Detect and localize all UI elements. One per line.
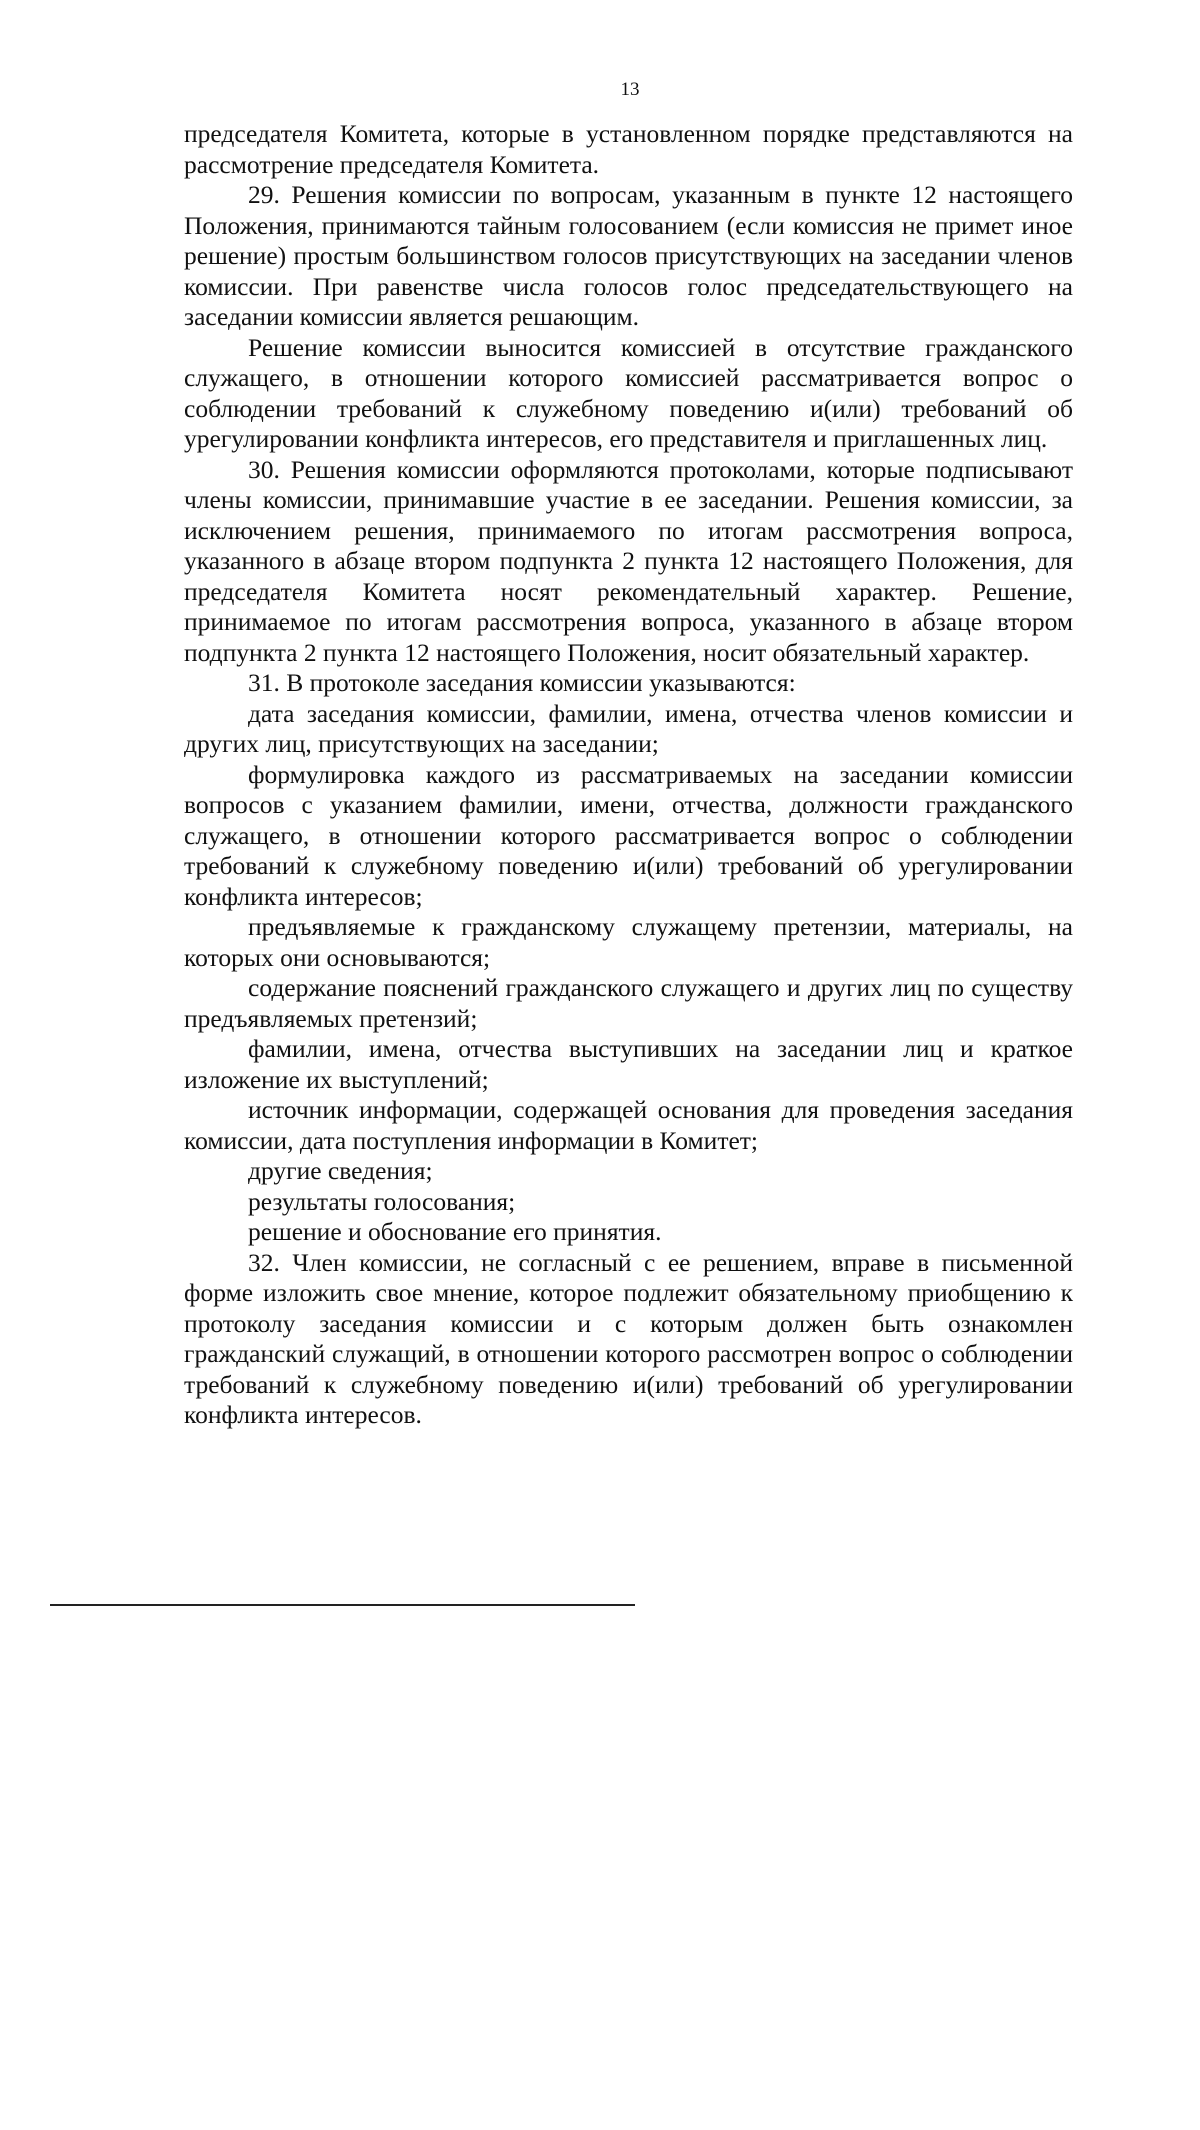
list-item: предъявляемые к гражданскому служащему претензии, материалы, на которых они основываются;	[184, 912, 1073, 972]
list-item: источник информации, содержащей основания для проведения заседания комиссии, дата поступления информации в Комитет;	[184, 1095, 1073, 1155]
paragraph-item-29: 29. Решения комиссии по вопросам, указанным в пункте 12 настоящего Положения, принимаются тайным голосованием (если комиссия не примет иное решение) простым большинством голосов присутствующих на заседании членов комиссии. При равенстве числа голосов голос председательствующего на заседании комиссии является решающим.	[184, 180, 1073, 331]
paragraph: Решение комиссии выносится комиссией в отсутствие гражданского служащего, в отношении которого комиссией рассматривается вопрос о соблюдении требований к служебному поведению и(или) требований об урегулировании конфликта интересов, его представителя и приглашенных лиц.	[184, 332, 1073, 453]
list-item: формулировка каждого из рассматриваемых на заседании комиссии вопросов с указанием фамилии, имени, отчества, должности гражданского служащего, в отношении которого рассматривается вопрос о соблюдении требований к служебному поведению и(или) требований об урегулировании конфликта интересов;	[184, 759, 1073, 911]
paragraph-item-31: 31. В протоколе заседания комиссии указываются:	[248, 668, 796, 697]
list-item: результаты голосования;	[248, 1186, 516, 1216]
paragraph: председателя Комитета, которые в установленном порядке представляются на рассмотрение председателя Комитета.	[184, 119, 1073, 179]
list-item: решение и обоснование его принятия.	[248, 1217, 662, 1246]
paragraph-item-30: 30. Решения комиссии оформляются протоколами, которые подписывают члены комиссии, принимавшие участие в ее заседании. Решения комиссии, за исключением решения, принимаемого по итогам рассмотрения вопроса, указанного в абзаце втором подпункта 2 пункта 12 настоящего Положения, для председателя Комитета носят рекомендательный характер. Решение, принимаемое по итогам рассмотрения вопроса, указанного в абзаце втором подпункта 2 пункта 12 настоящего Положения, носит обязательный характер.	[184, 454, 1073, 667]
page-number: 13	[620, 79, 640, 100]
list-item: содержание пояснений гражданского служащего и других лиц по существу предъявляемых претензий;	[184, 973, 1073, 1033]
list-item: другие сведения;	[248, 1156, 433, 1185]
paragraph-item-32: 32. Член комиссии, не согласный с ее решением, вправе в письменной форме изложить свое мнение, которое подлежит обязательному приобщению к протоколу заседания комиссии и с которым должен быть ознакомлен гражданский служащий, в отношении которого рассмотрен вопрос о соблюдении требований к служебному поведению и(или) требований об урегулировании конфликта интересов.	[184, 1247, 1073, 1429]
footnote-separator-line	[50, 1604, 635, 1606]
list-item: фамилии, имена, отчества выступивших на заседании лиц и краткое изложение их выступлений;	[184, 1034, 1073, 1094]
list-item: дата заседания комиссии, фамилии, имена, отчества членов комиссии и других лиц, присутствующих на заседании;	[184, 698, 1073, 758]
document-body	[184, 119, 1073, 1431]
